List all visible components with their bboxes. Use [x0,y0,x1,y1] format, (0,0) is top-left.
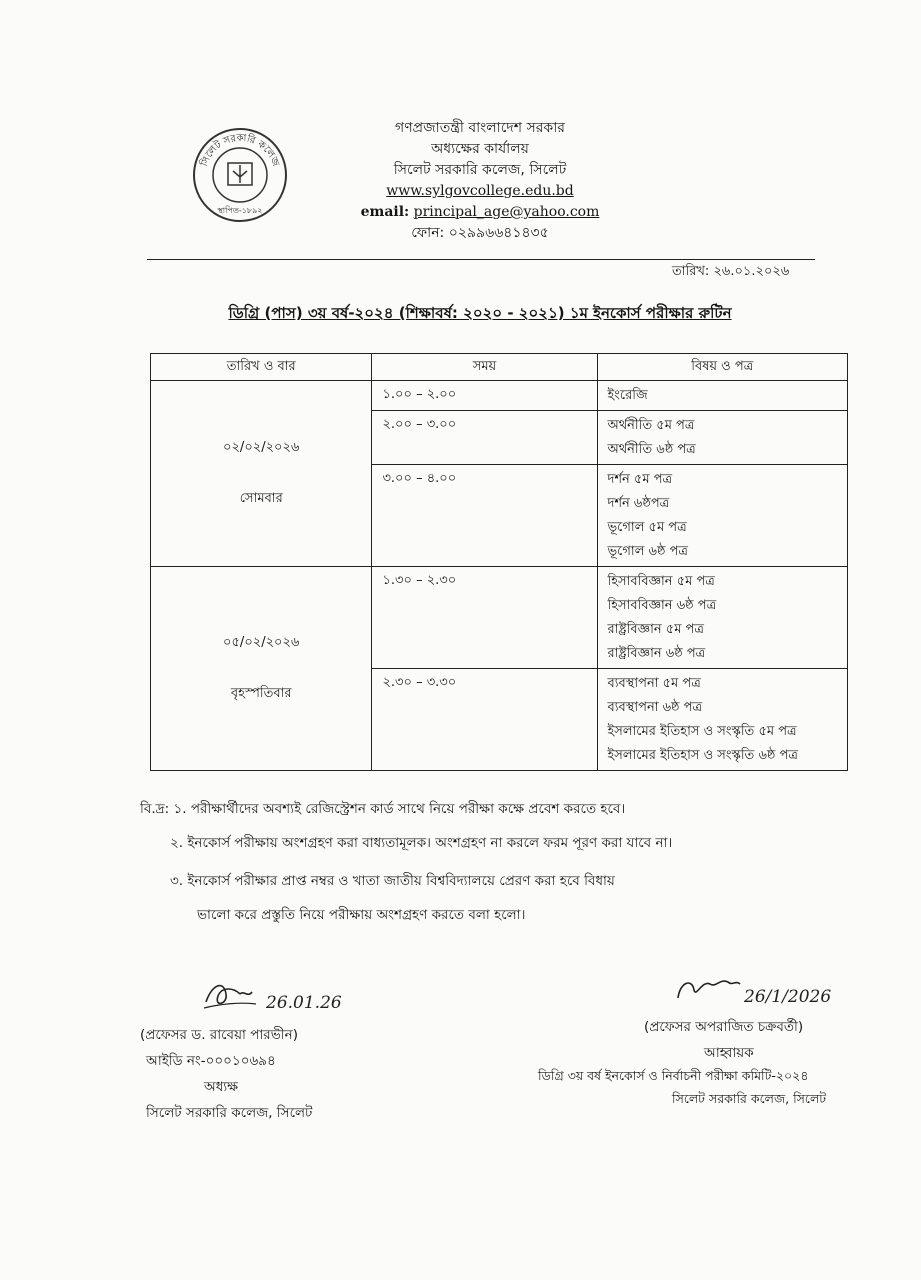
exam-date: ০৫/০২/২০২৬ [223,634,300,650]
exam-weekday: সোমবার [239,490,283,506]
subject-item: ইসলামের ইতিহাস ও সংস্কৃতি ৫ম পত্র [607,724,797,739]
header-subject: বিষয় ও পত্র [597,354,848,381]
convener-role: আহ্বায়ক [704,1045,754,1061]
email-label: email: [360,204,410,220]
gov-name: গণপ্রজাতন্ত্রী বাংলাদেশ সরকার [395,120,565,136]
note-1: বি.দ্র: ১. পরীক্ষার্থীদের অবশ্যই রেজিস্ট্রেশন কার্ড সাথে নিয়ে পরীক্ষা কক্ষে প্রবেশ করতে হবে। [140,801,626,817]
subject-cell [597,567,848,669]
handwritten-signature-right [670,972,850,1012]
subject-item: ইসলামের ইতিহাস ও সংস্কৃতি ৬ষ্ঠ পত্র [607,748,798,763]
phone-line: ফোন: ০২৯৯৬৬৪১৪৩৫ [411,225,549,241]
subject-item: দর্শন ৫ম পত্র [607,472,673,487]
time-cell: ১.০০ – ২.০০ [372,381,597,411]
subject-item: অর্থনীতি ৫ম পত্র [607,418,695,433]
header-time: সময় [372,354,597,381]
subject-cell [597,669,848,771]
email-link[interactable]: principal_age@yahoo.com [413,204,600,220]
subject-item: ভূগোল ৬ষ্ঠ পত্র [607,544,688,559]
subject-item: অর্থনীতি ৬ষ্ঠ পত্র [607,442,696,457]
subject-item: ব্যবস্থাপনা ৫ম পত্র [607,676,701,691]
time-cell: ১.৩০ – ২.৩০ [372,567,597,669]
exam-weekday: বৃহস্পতিবার [230,685,292,701]
college-seal [192,127,288,223]
notice-date: তারিখ: ২৬.০১.২০২৬ [672,264,790,279]
table-row [151,381,848,411]
handwritten-signature-left [200,978,342,1018]
college-name: সিলেট সরকারি কলেজ, সিলেট [393,162,567,178]
subject-cell [597,411,848,465]
svg-text:26/1/2026: 26/1/2026 [744,987,832,1007]
subject-item: ভূগোল ৫ম পত্র [607,520,687,535]
website-link[interactable]: www.sylgovcollege.edu.bd [386,183,574,199]
subject-item: রাষ্ট্রবিজ্ঞান ৫ম পত্র [607,622,704,637]
subject-item: ইংরেজি [607,388,648,403]
header-divider [147,259,815,260]
principal-org: সিলেট সরকারি কলেজ, সিলেট [146,1105,313,1121]
note-2: ২. ইনকোর্স পরীক্ষায় অংশগ্রহণ করা বাধ্যতামূলক। অংশগ্রহণ না করলে ফরম পূরণ করা যাবে না। [170,835,673,851]
office-name: অধ্যক্ষের কার্যালয় [431,141,529,157]
note-3-continued: ভালো করে প্রস্তুতি নিয়ে পরীক্ষায় অংশগ্রহণ করতে বলা হলো। [197,907,526,923]
header-date-day: তারিখ ও বার [151,354,372,381]
time-cell: ৩.০০ – ৪.০০ [372,465,597,567]
page-title: ডিগ্রি (পাস) ৩য় বর্ষ-২০২৪ (শিক্ষাবর্ষ: ২০২০ - ২০২১) ১ম ইনকোর্স পরীক্ষার রুটিন [228,304,732,322]
principal-name: (প্রফেসর ড. রাবেয়া পারভীন) [140,1027,298,1043]
day-cell [151,381,372,567]
subject-item: হিসাববিজ্ঞান ৫ম পত্র [607,574,715,589]
time-cell: ২.০০ – ৩.০০ [372,411,597,465]
note-3: ৩. ইনকোর্স পরীক্ষার প্রাপ্ত নম্বর ও খাতা জাতীয় বিশ্ববিদ্যালয়ে প্রেরণ করা হবে বিধায় [170,873,615,889]
svg-text:সিলেট সরকারি কলেজ: সিলেট সরকারি কলেজ [199,132,281,169]
subject-cell [597,465,848,567]
svg-text:26.01.26: 26.01.26 [266,993,342,1013]
email-line [300,202,660,223]
convener-org: সিলেট সরকারি কলেজ, সিলেট [672,1091,827,1106]
subject-cell [597,381,848,411]
subject-item: রাষ্ট্রবিজ্ঞান ৬ষ্ঠ পত্র [607,646,706,661]
time-cell: ২.৩০ – ৩.৩০ [372,669,597,771]
routine-table [150,353,848,771]
table-header-row [151,354,848,381]
subject-item: হিসাববিজ্ঞান ৬ষ্ঠ পত্র [607,598,717,613]
exam-date: ০২/০২/২০২৬ [223,439,300,455]
subject-item: ব্যবস্থাপনা ৬ষ্ঠ পত্র [607,700,703,715]
principal-designation: অধ্যক্ষ [204,1079,239,1095]
day-cell [151,567,372,771]
letterhead [300,118,660,244]
convener-committee: ডিগ্রি ৩য় বর্ষ ইনকোর্স ও নির্বাচনী পরীক্ষা কমিটি-২০২৪ [538,1068,809,1083]
principal-id: আইডি নং-০০০১০৬৯৪ [146,1053,276,1069]
table-row [151,567,848,669]
convener-name: (প্রফেসর অপরাজিত চক্রবর্তী) [644,1019,804,1035]
subject-item: দর্শন ৬ষ্ঠপত্র [607,496,670,511]
svg-text:স্থাপিত-১৮৯২: স্থাপিত-১৮৯২ [217,206,263,215]
